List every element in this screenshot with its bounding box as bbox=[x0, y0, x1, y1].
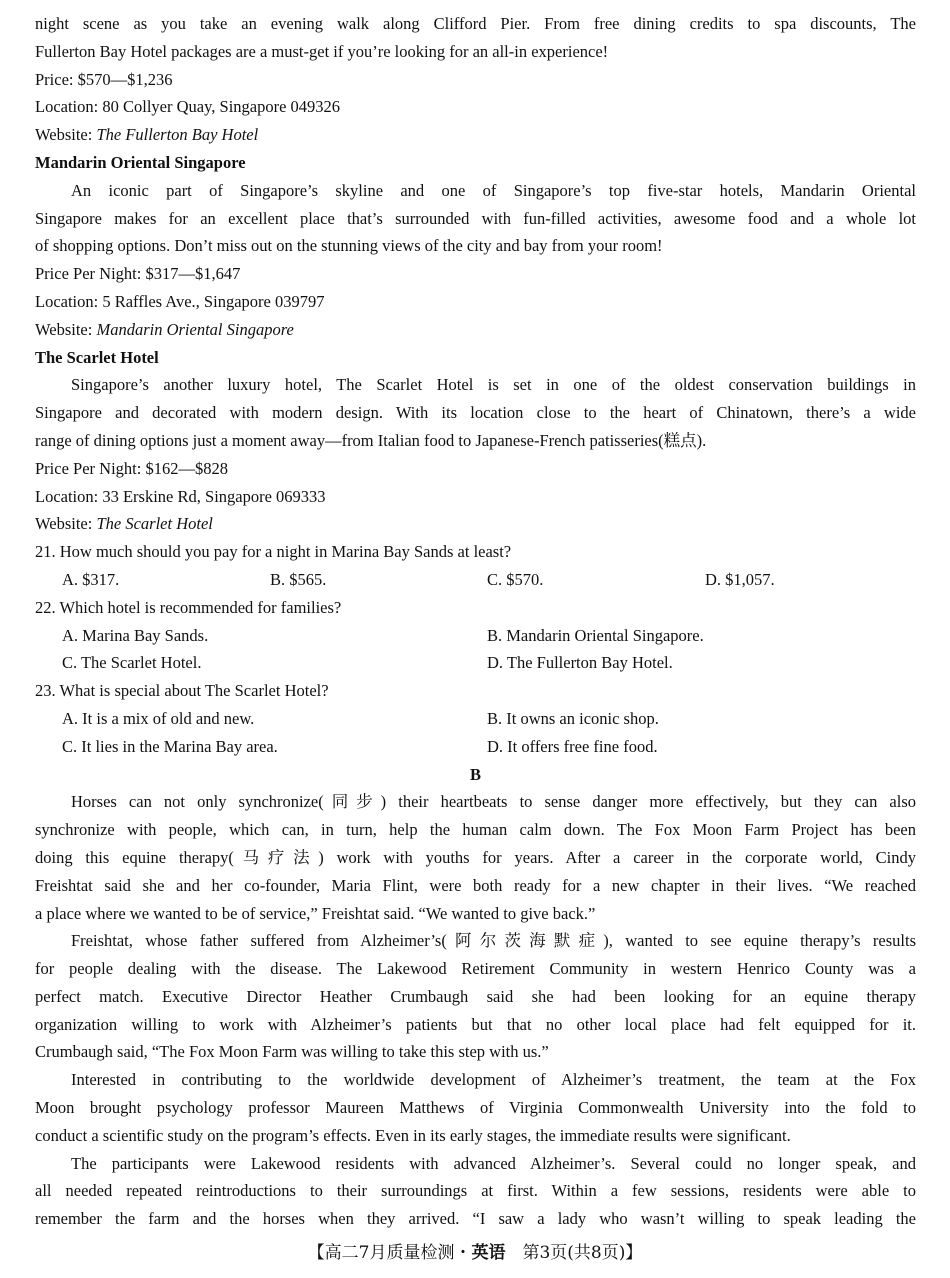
scarlet-price: Price Per Night: $162—$828 bbox=[35, 458, 228, 478]
section-b-body bbox=[35, 788, 916, 1233]
question-options bbox=[35, 705, 916, 733]
text-line: night scene as you take an evening walk along Clifford Pier. From free dining credits to spa discounts, The bbox=[35, 14, 916, 33]
text-line: remember the farm and the horses when they arrived. “I saw a lady who wasn’t willing to speak leading the bbox=[35, 1209, 916, 1229]
section-heading: B bbox=[469, 764, 481, 784]
website-name: Mandarin Oriental Singapore bbox=[96, 319, 294, 339]
question-stem: 22. Which hotel is recommended for families? bbox=[35, 597, 342, 617]
mandarin-location: Location: 5 Raffles Ave., Singapore 039797 bbox=[35, 291, 325, 311]
fullerton-website bbox=[35, 121, 916, 149]
option-b: B. Mandarin Oriental Singapore. bbox=[487, 625, 704, 645]
option-b: B. It owns an iconic shop. bbox=[487, 708, 659, 728]
text-line: Singapore makes for an excellent place that’s surrounded with fun-filled activities, awesome food and a whole lot bbox=[35, 208, 916, 228]
text-line: synchronize with people, which can, in turn, help the human calm down. The Fox Moon Farm Project has been bbox=[35, 820, 916, 840]
option-d: D. $1,057. bbox=[705, 569, 775, 589]
question-options bbox=[35, 649, 916, 677]
website-name: The Fullerton Bay Hotel bbox=[96, 125, 259, 145]
text-line: all needed repeated reintroductions to their surroundings at first. Within a few sessions, residents were able to bbox=[35, 1181, 916, 1201]
option-c: C. The Scarlet Hotel. bbox=[62, 653, 202, 673]
mandarin-website bbox=[35, 316, 916, 344]
option-c: C. It lies in the Marina Bay area. bbox=[62, 736, 278, 756]
website-label: Website: bbox=[35, 125, 97, 145]
text-line: organization willing to work with Alzheimer’s patients but that no other local place had felt equipped for it. bbox=[35, 1014, 916, 1034]
text-line: Freishtat, whose father suffered from Alzheimer’s(阿尔茨海默症), wanted to see equine therapy’s results bbox=[71, 931, 916, 951]
text-line: Singapore’s another luxury hotel, The Scarlet Hotel is set in one of the oldest conservation buildings in bbox=[71, 375, 916, 395]
footer-right: 第3页(共8页)】 bbox=[505, 1243, 643, 1263]
text-line: Freishtat said she and her co-founder, Maria Flint, were both ready for a new chapter in their lives. “We reached bbox=[35, 875, 916, 895]
website-name: The Scarlet Hotel bbox=[96, 514, 213, 534]
website-label: Website: bbox=[35, 319, 97, 339]
scarlet-location: Location: 33 Erskine Rd, Singapore 069333 bbox=[35, 486, 326, 506]
text-line: Moon brought psychology professor Maureen Matthews of Virginia Commonwealth University into the fold to bbox=[35, 1098, 916, 1118]
hotel-heading: The Scarlet Hotel bbox=[35, 347, 159, 367]
text-line: doing this equine therapy(马疗法) work with youths for years. After a career in the corporate world, Cindy bbox=[35, 847, 916, 867]
fullerton-price: Price: $570—$1,236 bbox=[35, 69, 173, 89]
page-footer bbox=[0, 1238, 950, 1263]
document-page bbox=[35, 10, 916, 1233]
question-options bbox=[35, 566, 916, 594]
text-line: Interested in contributing to the worldwide development of Alzheimer’s treatment, the team at the Fox bbox=[71, 1070, 916, 1090]
fullerton-location: Location: 80 Collyer Quay, Singapore 049326 bbox=[35, 97, 341, 117]
mandarin-price: Price Per Night: $317—$1,647 bbox=[35, 264, 241, 284]
option-a: A. Marina Bay Sands. bbox=[62, 625, 209, 645]
text-line: Singapore and decorated with modern design. With its location close to the heart of Chinatown, there’s a wide bbox=[35, 403, 916, 423]
option-d: D. The Fullerton Bay Hotel. bbox=[487, 653, 673, 673]
text-line: perfect match. Executive Director Heather Crumbaugh said she had been looking for an equine therapy bbox=[35, 986, 916, 1006]
text-line: a place where we wanted to be of service,” Freishtat said. “We wanted to give back.” bbox=[35, 903, 596, 923]
option-a: A. It is a mix of old and new. bbox=[62, 708, 255, 728]
option-c: C. $570. bbox=[487, 569, 544, 589]
text-line: conduct a scientific study on the program’s effects. Even in its early stages, the immediate results were significant. bbox=[35, 1125, 791, 1145]
text-line: Fullerton Bay Hotel packages are a must-get if you’re looking for an all-in experience! bbox=[35, 41, 609, 61]
question-options bbox=[35, 733, 916, 761]
text-line: for people dealing with the disease. The Lakewood Retirement Community in western Henrico County was a bbox=[35, 959, 916, 979]
text-line: of shopping options. Don’t miss out on the stunning views of the city and bay from your room! bbox=[35, 236, 663, 256]
text-line: range of dining options just a moment away—from Italian food to Japanese-French patisseries(糕点). bbox=[35, 430, 707, 450]
question-options bbox=[35, 622, 916, 650]
scarlet-website bbox=[35, 510, 916, 538]
question-stem: 23. What is special about The Scarlet Hotel? bbox=[35, 681, 329, 701]
option-d: D. It offers free fine food. bbox=[487, 736, 658, 756]
footer-subject: 英语 bbox=[471, 1243, 506, 1263]
option-a: A. $317. bbox=[62, 569, 120, 589]
option-b: B. $565. bbox=[270, 569, 327, 589]
question-stem: 21. How much should you pay for a night in Marina Bay Sands at least? bbox=[35, 542, 512, 562]
footer-left: 【高二7月质量检测・ bbox=[307, 1243, 472, 1263]
hotel-heading: Mandarin Oriental Singapore bbox=[35, 152, 246, 172]
website-label: Website: bbox=[35, 514, 97, 534]
text-line: An iconic part of Singapore’s skyline and one of Singapore’s top five-star hotels, Mandarin Oriental bbox=[71, 180, 916, 200]
text-line: Crumbaugh said, “The Fox Moon Farm was willing to take this step with us.” bbox=[35, 1042, 549, 1062]
text-line: Horses can not only synchronize(同步) their heartbeats to sense danger more effectively, but they can also bbox=[71, 792, 916, 812]
text-line: The participants were Lakewood residents with advanced Alzheimer’s. Several could no longer speak, and bbox=[71, 1153, 916, 1173]
